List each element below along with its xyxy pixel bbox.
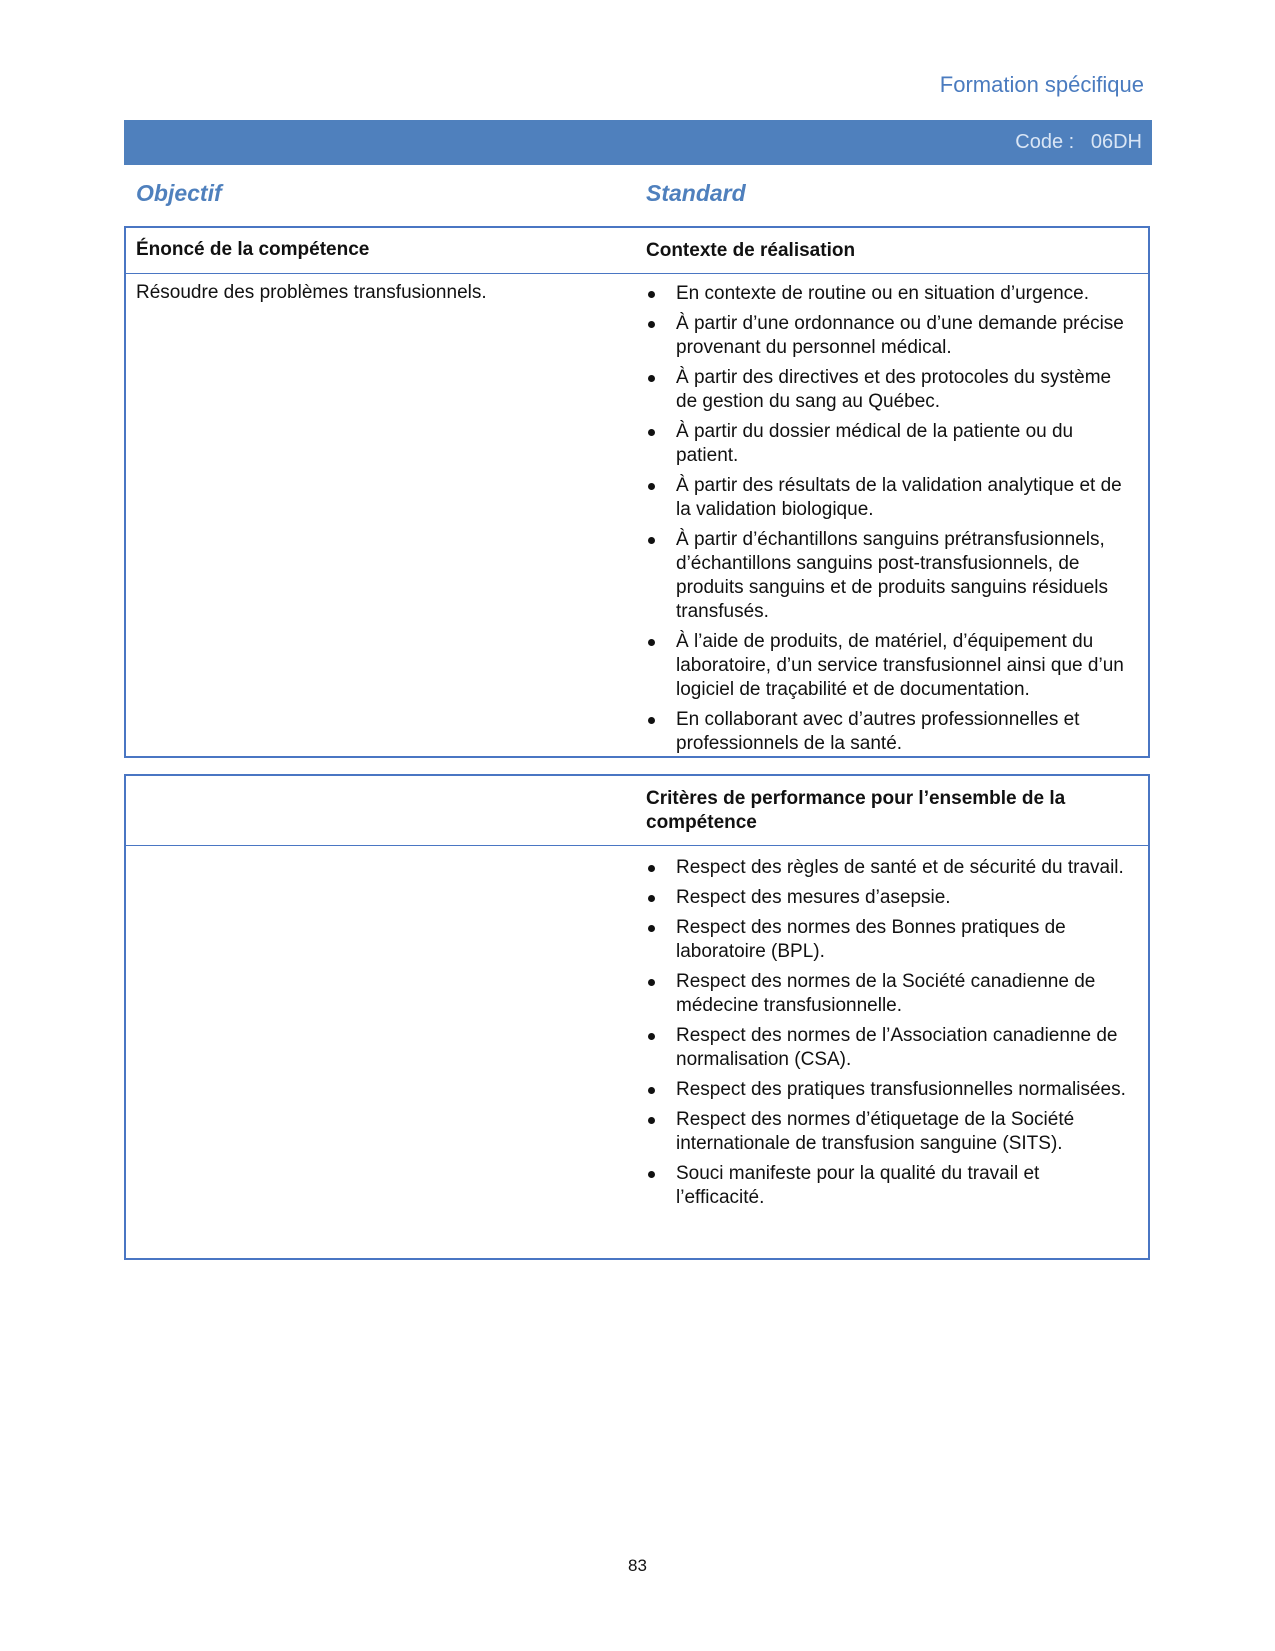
competency-context-table	[124, 226, 1150, 758]
list-item	[646, 916, 1132, 964]
list-item-text: À l’aide de produits, de matériel, d’équipement du laboratoire, d’un service transfusionnel ainsi que d’un logiciel de traçabilité et de documentation.	[676, 631, 1124, 700]
bullet-icon	[648, 925, 655, 932]
bullet-icon	[648, 483, 655, 490]
table-header-row	[126, 776, 1148, 846]
list-item	[646, 1162, 1132, 1210]
list-item-text: Respect des normes de l’Association canadienne de normalisation (CSA).	[676, 1025, 1118, 1070]
list-item-text: Respect des pratiques transfusionnelles normalisées.	[676, 1079, 1126, 1100]
competency-statement: Résoudre des problèmes transfusionnels.	[136, 282, 487, 303]
list-item-text: À partir des directives et des protocoles du système de gestion du sang au Québec.	[676, 367, 1112, 412]
list-item-text: Respect des normes de la Société canadienne de médecine transfusionnelle.	[676, 971, 1096, 1016]
table-header-row	[126, 228, 1148, 274]
bullet-icon	[648, 895, 655, 902]
list-item	[646, 970, 1132, 1018]
list-item-text: Respect des normes d’étiquetage de la Société internationale de transfusion sanguine (SITS).	[676, 1109, 1075, 1154]
bullet-icon	[648, 1033, 655, 1040]
criteria-list	[646, 856, 1132, 1216]
bullet-icon	[648, 375, 655, 382]
list-item	[646, 366, 1132, 414]
list-item-text: Respect des normes des Bonnes pratiques de laboratoire (BPL).	[676, 917, 1066, 962]
list-item-text: À partir du dossier médical de la patiente ou du patient.	[676, 421, 1074, 466]
list-item-text: À partir des résultats de la validation analytique et de la validation biologique.	[676, 475, 1122, 520]
objective-title: Objectif	[136, 180, 222, 206]
performance-criteria-table	[124, 774, 1150, 1260]
bullet-icon	[648, 717, 655, 724]
bullet-icon	[648, 429, 655, 436]
bullet-icon	[648, 865, 655, 872]
bullet-icon	[648, 537, 655, 544]
list-item-text: À partir d’échantillons sanguins prétransfusionnels, d’échantillons sanguins post-transfusionnels, de produits sanguins et de produits sanguins résiduels transfusés.	[676, 529, 1108, 622]
list-item	[646, 1078, 1132, 1102]
list-item	[646, 1024, 1132, 1072]
list-item	[646, 708, 1132, 756]
section-title: Formation spécifique	[939, 72, 1144, 97]
standard-title: Standard	[646, 180, 746, 206]
bullet-icon	[648, 291, 655, 298]
competency-code: Code : 06DH	[1015, 131, 1142, 153]
list-item	[646, 282, 1132, 306]
list-item	[646, 528, 1132, 624]
performance-criteria-heading: Critères de performance pour l’ensemble de la compétence	[646, 788, 1066, 833]
list-item-text: En contexte de routine ou en situation d’urgence.	[676, 283, 1090, 304]
column-titles	[124, 180, 1152, 212]
competency-statement-heading: Énoncé de la compétence	[136, 239, 370, 260]
context-list	[646, 282, 1132, 762]
page-number: 83	[628, 1556, 647, 1575]
list-item	[646, 886, 1132, 910]
bullet-icon	[648, 979, 655, 986]
list-item-text: À partir d’une ordonnance ou d’une demande précise provenant du personnel médical.	[676, 313, 1124, 358]
bullet-icon	[648, 321, 655, 328]
code-bar	[124, 120, 1152, 165]
bullet-icon	[648, 1087, 655, 1094]
list-item	[646, 856, 1132, 880]
list-item-text: Souci manifeste pour la qualité du travail et l’efficacité.	[676, 1163, 1040, 1208]
list-item	[646, 1108, 1132, 1156]
context-heading: Contexte de réalisation	[646, 240, 856, 261]
list-item	[646, 420, 1132, 468]
list-item-text: Respect des mesures d’asepsie.	[676, 887, 951, 908]
bullet-icon	[648, 1117, 655, 1124]
list-item	[646, 474, 1132, 522]
bullet-icon	[648, 639, 655, 646]
list-item-text: En collaborant avec d’autres professionnelles et professionnels de la santé.	[676, 709, 1080, 754]
bullet-icon	[648, 1171, 655, 1178]
list-item-text: Respect des règles de santé et de sécurité du travail.	[676, 857, 1124, 878]
list-item	[646, 312, 1132, 360]
list-item	[646, 630, 1132, 702]
